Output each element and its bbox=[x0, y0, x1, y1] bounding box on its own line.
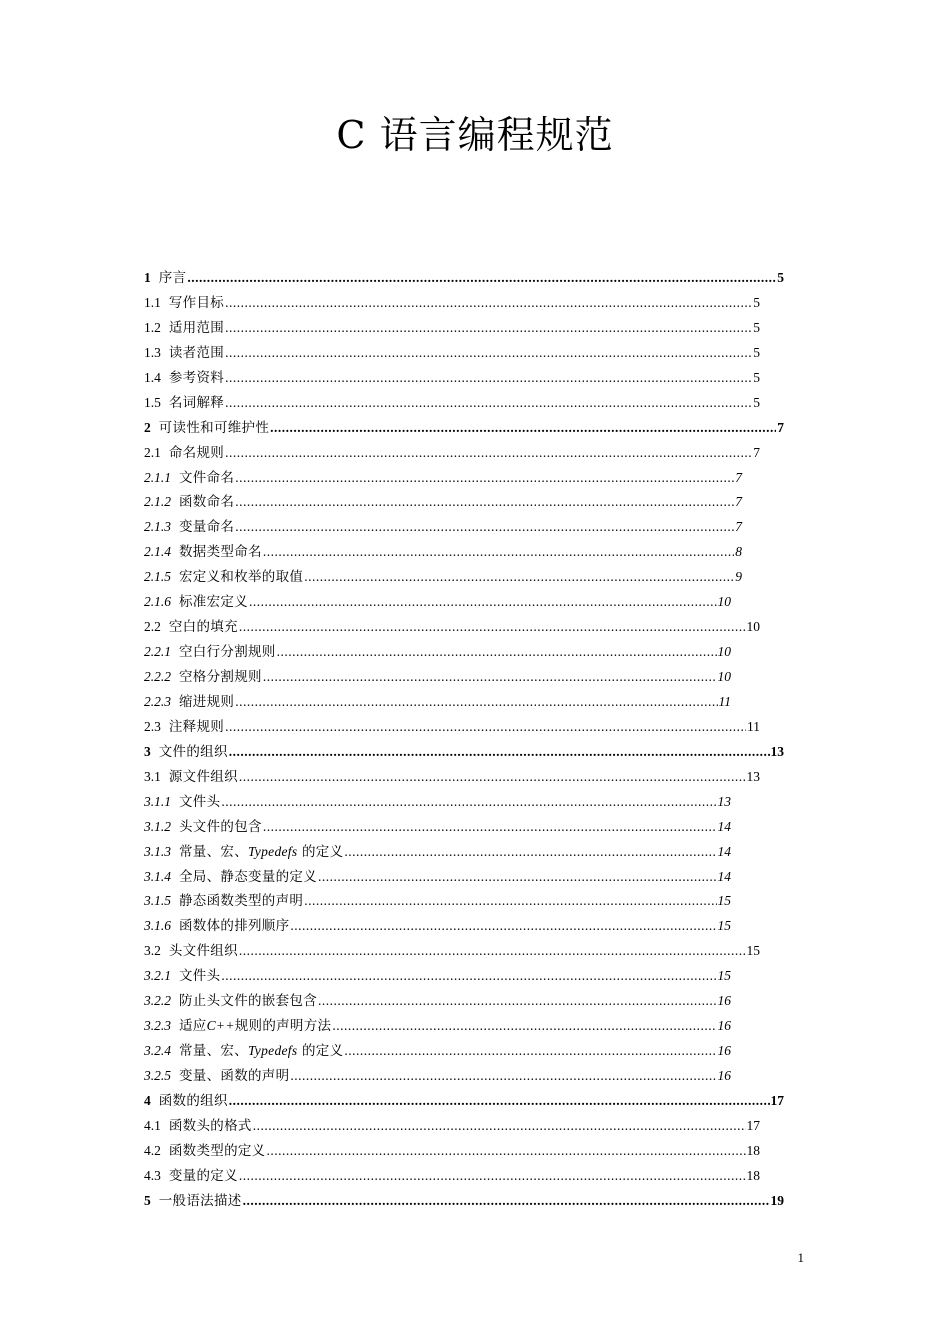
toc-title bbox=[179, 515, 234, 540]
toc-page: 18 bbox=[746, 1167, 760, 1183]
toc-title bbox=[169, 341, 224, 366]
toc-entry[interactable] bbox=[144, 815, 784, 840]
toc-title-italic: C++ bbox=[206, 1018, 235, 1034]
toc-title-text: 常量、宏、 bbox=[179, 1043, 248, 1060]
toc-title-text: 空格分割规则 bbox=[179, 669, 262, 685]
toc-entry[interactable] bbox=[144, 1064, 784, 1089]
toc-title-text: 可读性和可维护性 bbox=[158, 419, 270, 436]
toc-title bbox=[179, 964, 220, 989]
page-number: 1 bbox=[797, 1250, 804, 1265]
toc-title-text: 函数体的排列顺序 bbox=[179, 918, 290, 935]
toc-page: 7 bbox=[735, 469, 742, 485]
toc-number: 4 bbox=[144, 1092, 151, 1108]
table-of-contents bbox=[144, 266, 784, 1214]
toc-page: 15 bbox=[717, 918, 731, 934]
toc-number: 3.1.4 bbox=[144, 868, 171, 884]
toc-leader-dots bbox=[304, 565, 734, 590]
toc-title bbox=[169, 1164, 238, 1189]
toc-title bbox=[159, 1189, 242, 1214]
toc-entry[interactable] bbox=[144, 690, 784, 715]
toc-page: 19 bbox=[770, 1192, 784, 1208]
toc-title bbox=[179, 865, 317, 890]
toc-leader-dots bbox=[229, 740, 770, 765]
toc-entry[interactable] bbox=[144, 441, 784, 466]
toc-page: 11 bbox=[718, 693, 731, 709]
toc-leader-dots bbox=[277, 640, 717, 665]
toc-page: 7 bbox=[735, 519, 742, 535]
toc-title-text: 头文件的包含 bbox=[179, 818, 262, 835]
toc-title bbox=[179, 790, 220, 815]
toc-number: 1 bbox=[144, 270, 151, 285]
toc-number: 2.1 bbox=[144, 444, 161, 460]
toc-title-suffix: 的定义 bbox=[297, 1043, 344, 1060]
toc-title bbox=[159, 1089, 228, 1114]
toc-leader-dots bbox=[290, 1064, 716, 1089]
toc-entry[interactable] bbox=[144, 1114, 784, 1139]
toc-leader-dots bbox=[239, 939, 746, 964]
toc-leader-dots bbox=[239, 615, 746, 640]
toc-title bbox=[179, 1039, 343, 1064]
toc-number: 4.2 bbox=[144, 1142, 161, 1158]
toc-title-text: 一般语法描述 bbox=[158, 1192, 242, 1209]
toc-page: 8 bbox=[735, 544, 742, 560]
toc-leader-dots bbox=[290, 914, 716, 939]
toc-page: 13 bbox=[717, 793, 731, 809]
toc-entry[interactable] bbox=[144, 515, 784, 540]
toc-page: 5 bbox=[753, 394, 760, 410]
toc-entry[interactable] bbox=[144, 565, 784, 590]
toc-leader-dots bbox=[263, 665, 717, 690]
toc-entry[interactable] bbox=[144, 391, 784, 416]
toc-leader-dots bbox=[225, 441, 752, 466]
toc-title bbox=[159, 416, 269, 441]
toc-leader-dots bbox=[221, 790, 716, 815]
toc-entry[interactable] bbox=[144, 715, 784, 740]
toc-entry[interactable] bbox=[144, 316, 784, 341]
toc-title-text: 宏定义和枚举的取值 bbox=[179, 569, 304, 586]
toc-number: 3.1.2 bbox=[144, 818, 171, 834]
toc-leader-dots bbox=[304, 889, 716, 914]
toc-page: 15 bbox=[717, 893, 731, 909]
toc-title bbox=[159, 740, 228, 765]
toc-title-text: 适应 bbox=[179, 1018, 207, 1035]
toc-page: 5 bbox=[777, 270, 784, 285]
toc-page: 10 bbox=[717, 644, 731, 660]
toc-title-italic: Typedefs bbox=[248, 843, 298, 859]
toc-title-text: 读者范围 bbox=[168, 344, 225, 361]
toc-title bbox=[169, 441, 224, 466]
toc-title-suffix: 的定义 bbox=[297, 843, 344, 860]
toc-title-text: 函数类型的定义 bbox=[168, 1142, 266, 1159]
toc-title bbox=[169, 1139, 266, 1164]
toc-entry[interactable] bbox=[144, 615, 784, 640]
toc-entry[interactable] bbox=[144, 341, 784, 366]
toc-title-text: 名词解释 bbox=[168, 394, 225, 411]
toc-page: 18 bbox=[746, 1142, 760, 1158]
toc-title-text: 写作目标 bbox=[168, 294, 225, 311]
toc-leader-dots bbox=[318, 989, 717, 1014]
toc-entry[interactable] bbox=[144, 366, 784, 391]
toc-entry[interactable] bbox=[144, 640, 784, 665]
toc-title-text: 参考资料 bbox=[168, 369, 225, 386]
toc-page: 7 bbox=[753, 444, 760, 460]
toc-title-text: 函数命名 bbox=[179, 494, 235, 511]
toc-page: 7 bbox=[777, 419, 784, 435]
toc-page: 16 bbox=[717, 993, 731, 1009]
toc-leader-dots bbox=[243, 1189, 770, 1214]
toc-number: 2.2 bbox=[144, 619, 161, 635]
toc-entry[interactable] bbox=[144, 266, 784, 291]
toc-page: 5 bbox=[753, 294, 760, 310]
toc-title-text: 数据类型命名 bbox=[179, 544, 262, 561]
toc-entry[interactable] bbox=[144, 665, 784, 690]
toc-title-text: 函数头的格式 bbox=[168, 1117, 252, 1134]
toc-page: 5 bbox=[753, 319, 760, 335]
toc-entry[interactable] bbox=[144, 914, 784, 939]
toc-title-text: 空白的填充 bbox=[168, 619, 238, 636]
toc-page: 5 bbox=[753, 369, 760, 385]
toc-title bbox=[179, 690, 234, 715]
toc-entry[interactable] bbox=[144, 1039, 784, 1064]
toc-page: 14 bbox=[717, 868, 731, 884]
toc-title bbox=[169, 316, 224, 341]
toc-leader-dots bbox=[263, 540, 734, 565]
toc-title bbox=[169, 366, 224, 391]
toc-page: 13 bbox=[746, 768, 760, 784]
toc-page: 16 bbox=[717, 1043, 731, 1059]
toc-leader-dots bbox=[225, 316, 752, 341]
toc-title-text: 文件头 bbox=[179, 968, 221, 985]
toc-number: 3.2.4 bbox=[144, 1043, 171, 1059]
toc-title bbox=[179, 665, 262, 690]
toc-entry[interactable] bbox=[144, 790, 784, 815]
toc-leader-dots bbox=[270, 416, 776, 441]
toc-title-text: 变量、函数的声明 bbox=[179, 1068, 290, 1084]
toc-number: 3.1.5 bbox=[144, 893, 171, 909]
toc-title bbox=[179, 840, 343, 865]
toc-leader-dots bbox=[235, 690, 717, 715]
toc-entry[interactable] bbox=[144, 740, 784, 765]
toc-number: 3.1.3 bbox=[144, 843, 171, 859]
toc-number: 3.2 bbox=[144, 943, 161, 959]
toc-leader-dots bbox=[235, 515, 734, 540]
toc-number: 2.2.2 bbox=[144, 669, 171, 684]
toc-title-text: 头文件组织 bbox=[168, 943, 238, 960]
toc-number: 2.1.3 bbox=[144, 519, 171, 535]
toc-leader-dots bbox=[225, 715, 746, 740]
toc-title bbox=[179, 590, 248, 615]
toc-title-text: 标准宏定义 bbox=[179, 594, 248, 611]
toc-title-italic: Typedefs bbox=[248, 1043, 298, 1059]
toc-title-text: 文件命名 bbox=[179, 469, 235, 486]
toc-entry[interactable] bbox=[144, 964, 784, 989]
toc-leader-dots bbox=[253, 1114, 746, 1139]
toc-title-text: 缩进规则 bbox=[179, 693, 235, 710]
toc-entry[interactable] bbox=[144, 416, 784, 441]
toc-title bbox=[169, 1114, 252, 1139]
toc-title bbox=[169, 615, 238, 640]
toc-entry[interactable] bbox=[144, 1014, 784, 1039]
toc-number: 2.2.1 bbox=[144, 644, 171, 660]
toc-number: 3.2.5 bbox=[144, 1068, 171, 1083]
toc-title bbox=[169, 715, 224, 740]
toc-entry[interactable] bbox=[144, 291, 784, 316]
toc-title-text: 文件的组织 bbox=[158, 743, 228, 760]
toc-title-text: 静态函数类型的声明 bbox=[179, 893, 304, 910]
toc-title bbox=[179, 1014, 331, 1039]
toc-page: 10 bbox=[717, 594, 731, 610]
toc-number: 2.1.6 bbox=[144, 594, 171, 610]
toc-title bbox=[179, 989, 317, 1014]
toc-entry[interactable] bbox=[144, 540, 784, 565]
toc-leader-dots bbox=[263, 815, 717, 840]
toc-number: 1.4 bbox=[144, 369, 161, 385]
toc-number: 1.1 bbox=[144, 294, 161, 310]
toc-leader-dots bbox=[225, 341, 752, 366]
toc-number: 2 bbox=[144, 419, 151, 435]
toc-title-text: 空白行分割规则 bbox=[179, 644, 276, 661]
toc-entry[interactable] bbox=[144, 889, 784, 914]
toc-title bbox=[179, 640, 276, 665]
toc-leader-dots bbox=[225, 391, 752, 416]
toc-title-text: 防止头文件的嵌套包含 bbox=[179, 993, 317, 1010]
toc-entry[interactable] bbox=[144, 590, 784, 615]
toc-entry[interactable] bbox=[144, 1089, 784, 1114]
toc-number: 3.1.1 bbox=[144, 793, 171, 809]
toc-leader-dots bbox=[239, 1164, 746, 1189]
toc-page: 15 bbox=[746, 943, 760, 959]
toc-entry[interactable] bbox=[144, 466, 784, 491]
toc-entry[interactable] bbox=[144, 939, 784, 964]
toc-title bbox=[159, 266, 187, 291]
toc-page: 16 bbox=[717, 1018, 731, 1034]
toc-leader-dots bbox=[239, 765, 746, 790]
toc-title-text: 适用范围 bbox=[168, 319, 225, 336]
toc-number: 2.3 bbox=[144, 718, 161, 734]
document-title: C 语言编程规范 bbox=[336, 113, 614, 157]
toc-page: 5 bbox=[753, 344, 760, 360]
toc-number: 2.1.1 bbox=[144, 469, 171, 485]
toc-title bbox=[179, 1064, 289, 1089]
toc-number: 2.1.4 bbox=[144, 544, 171, 560]
toc-leader-dots bbox=[229, 1089, 770, 1114]
toc-title-text: 源文件组织 bbox=[168, 768, 238, 785]
toc-title bbox=[169, 765, 238, 790]
toc-leader-dots bbox=[221, 964, 716, 989]
toc-title-text: 全局、静态变量的定义 bbox=[179, 868, 317, 885]
toc-page: 10 bbox=[717, 669, 731, 684]
toc-title bbox=[179, 565, 303, 590]
toc-title-suffix: 规则的声明方法 bbox=[234, 1018, 332, 1035]
toc-page: 13 bbox=[770, 743, 784, 759]
toc-leader-dots bbox=[249, 590, 717, 615]
toc-number: 3.2.1 bbox=[144, 968, 171, 984]
toc-entry[interactable] bbox=[144, 765, 784, 790]
toc-number: 3.2.3 bbox=[144, 1018, 171, 1034]
toc-page: 10 bbox=[746, 619, 760, 635]
toc-entry[interactable] bbox=[144, 989, 784, 1014]
toc-title-text: 命名规则 bbox=[168, 444, 225, 461]
toc-title-text: 变量命名 bbox=[179, 519, 235, 536]
toc-leader-dots bbox=[332, 1014, 716, 1039]
toc-number: 3.1 bbox=[144, 768, 161, 784]
toc-title-text: 注释规则 bbox=[168, 718, 225, 735]
toc-title-text: 文件头 bbox=[179, 793, 221, 810]
toc-leader-dots bbox=[266, 1139, 745, 1164]
toc-leader-dots bbox=[344, 840, 716, 865]
toc-page: 9 bbox=[735, 569, 742, 585]
toc-page: 7 bbox=[735, 494, 742, 510]
toc-entry[interactable] bbox=[144, 1139, 784, 1164]
toc-number: 4.3 bbox=[144, 1167, 161, 1183]
toc-leader-dots bbox=[225, 366, 752, 391]
toc-page: 15 bbox=[717, 968, 731, 984]
toc-entry[interactable] bbox=[144, 865, 784, 890]
toc-leader-dots bbox=[235, 490, 734, 515]
toc-title-text: 变量的定义 bbox=[168, 1167, 238, 1184]
toc-title-text: 函数的组织 bbox=[158, 1092, 228, 1109]
toc-leader-dots bbox=[225, 291, 752, 316]
toc-leader-dots bbox=[187, 266, 776, 291]
toc-title-text: 序言 bbox=[158, 270, 187, 286]
toc-leader-dots bbox=[344, 1039, 716, 1064]
toc-page: 17 bbox=[770, 1092, 784, 1108]
toc-title bbox=[179, 540, 262, 565]
toc-title bbox=[169, 291, 224, 316]
toc-number: 5 bbox=[144, 1192, 151, 1208]
toc-leader-dots bbox=[235, 466, 734, 491]
toc-page: 17 bbox=[746, 1117, 760, 1133]
toc-page: 14 bbox=[717, 818, 731, 834]
toc-number: 1.2 bbox=[144, 319, 161, 335]
toc-number: 2.2.3 bbox=[144, 693, 171, 709]
toc-number: 3.1.6 bbox=[144, 918, 171, 934]
toc-page: 11 bbox=[747, 718, 760, 734]
toc-title bbox=[169, 391, 224, 416]
toc-number: 2.1.2 bbox=[144, 494, 171, 510]
toc-title bbox=[179, 815, 262, 840]
toc-entry[interactable] bbox=[144, 1164, 784, 1189]
toc-entry[interactable] bbox=[144, 1189, 784, 1214]
toc-entry[interactable] bbox=[144, 840, 784, 865]
toc-page: 14 bbox=[717, 843, 731, 859]
toc-page: 16 bbox=[717, 1068, 731, 1083]
toc-number: 1.5 bbox=[144, 394, 161, 410]
toc-number: 4.1 bbox=[144, 1117, 161, 1133]
toc-title bbox=[179, 466, 234, 491]
toc-leader-dots bbox=[318, 865, 717, 890]
toc-title bbox=[179, 914, 289, 939]
toc-number: 1.3 bbox=[144, 344, 161, 360]
toc-number: 2.1.5 bbox=[144, 569, 171, 585]
toc-number: 3 bbox=[144, 743, 151, 759]
toc-entry[interactable] bbox=[144, 490, 784, 515]
toc-title bbox=[179, 889, 303, 914]
toc-title bbox=[179, 490, 234, 515]
toc-number: 3.2.2 bbox=[144, 993, 171, 1009]
toc-title bbox=[169, 939, 238, 964]
toc-title-text: 常量、宏、 bbox=[179, 843, 248, 860]
